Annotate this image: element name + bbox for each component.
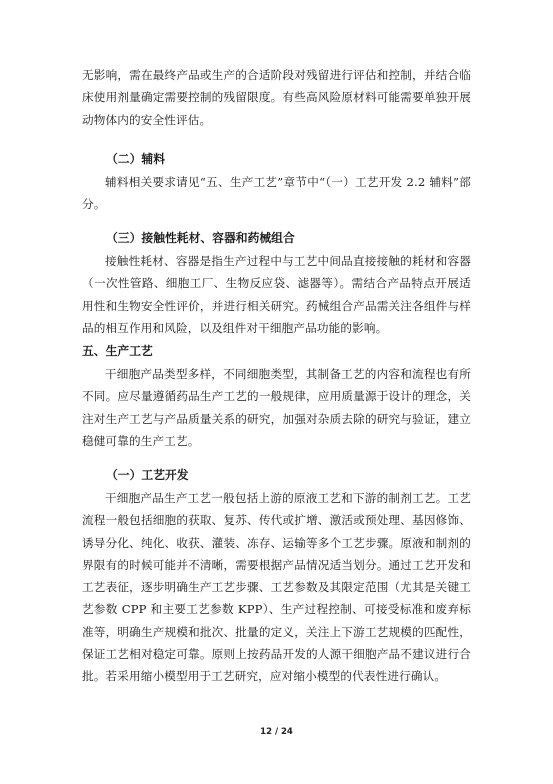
paragraph-residue-control: 无影响，需在最终产品或生产的合适阶段对残留进行评估和控制，并结合临床使用剂量确定需要控制的残留限度。有些高风险原材料可能需要单独开展动物体内的安全性评估。 [82,68,471,127]
chapter-heading-production-process: 五、生产工艺 [82,344,153,358]
paragraph-production-process: 干细胞产品类型多样，不同细胞类型，其制备工艺的内容和流程也有所不同。应尽量遵循药品生产工艺的一般规律，应用质量源于设计的理念，关注对生产工艺与产品质量关系的研究，加强对杂质去除的研究与验证，建立稳健可靠的生产工艺。 [82,367,471,448]
section-heading-auxiliary: （二）辅料 [106,152,165,166]
page-number: 12 / 24 [260,727,293,737]
paragraph-contact-materials: 接触性耗材、容器是指生产过程中与工艺中间品直接接触的耗材和容器（一次性管路、细胞工厂、生物反应袋、滤器等）。需结合产品特点开展适用性和生物安全性评价，并进行相关研究。药械组合产品需关注各组件与样品的相互作用和风险，以及组件对干细胞产品功能的影响。 [82,254,471,335]
section-heading-contact-materials: （三）接触性耗材、容器和药械组合 [106,231,295,245]
paragraph-auxiliary: 辅料相关要求请见“五、生产工艺”章节中“（一）工艺开发 2.2 辅料”部分。 [82,175,471,212]
section-heading-process-development: （一）工艺开发 [106,468,189,482]
paragraph-process-development: 干细胞产品生产工艺一般包括上游的原液工艺和下游的制剂工艺。工艺流程一般包括细胞的获取、复苏、传代或扩增、激活或预处理、基因修饰、诱导分化、纯化、收获、灌装、冻存、运输等多个工艺步骤。原液和制剂的界限有的时候可能并不清晰，需要根据产品情况适当划分。通过工艺开发和工艺表征，逐步明确生产工艺步骤、工艺参数及其限定范围（尤其是关键工艺参数 CPP 和主要工艺参数 KPP）、生产过程控制、可接受标准和废弃标准等，明确生产规模和批次、批量的定义，关注上下游工艺规模的匹配性，保证工艺相对稳定可靠。原则上按药品开发的人源干细胞产品不建议进行合批。若采用缩小模型用于工艺研究，应对缩小模型的代表性进行确认。 [82,491,471,684]
